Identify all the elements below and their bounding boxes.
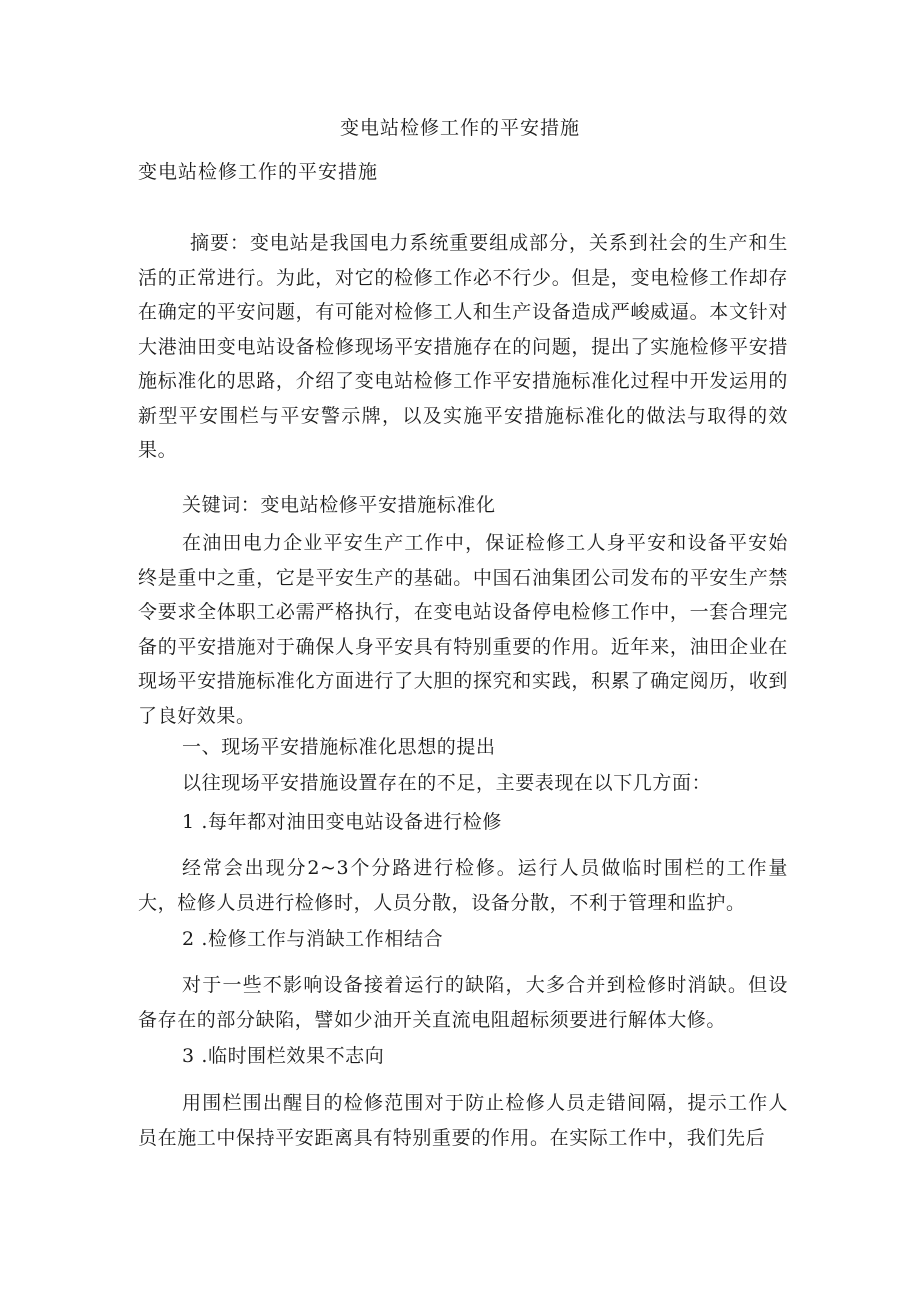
list-item-title-3: 3 .临时围栏效果不志向 (182, 1045, 385, 1067)
document-title: 变电站检修工作的平安措施 (339, 117, 580, 139)
list-item-title-2: 2 .检修工作与消缺工作相结合 (182, 928, 444, 950)
abstract-paragraph: 摘要：变电站是我国电力系统重要组成部分，关系到社会的生产和生活的正常进行。为此，对它的检修工作必不行少。但是，变电检修工作却存在确定的平安问题，有可能对检修工人和生产设备造成严峻威逼。本文针对大港油田变电站设备检修现场平安措施存在的问题，提出了实施检修平安措施标准化的思路，介绍了变电站检修工作平安措施标准化过程中开发运用的新型平安围栏与平安警示牌，以及实施平安措施标准化的做法与取得的效果。 (138, 232, 788, 461)
list-item-title-1: 1 .每年都对油田变电站设备进行检修 (182, 811, 502, 833)
document-subtitle: 变电站检修工作的平安措施 (138, 161, 379, 183)
keywords-line: 关键词：变电站检修平安措施标准化 (182, 494, 496, 516)
section-lead-text: 以往现场平安措施设置存在的不足，主要表现在以下几方面： (182, 772, 712, 794)
list-item-body-2: 对于一些不影响设备接着运行的缺陷，大多合并到检修时消缺。但设备存在的部分缺陷，譬如少油开关直流电阻超标须要进行解体大修。 (138, 974, 788, 1031)
intro-paragraph: 在油田电力企业平安生产工作中，保证检修工人身平安和设备平安始终是重中之重，它是平安生产的基础。中国石油集团公司发布的平安生产禁令要求全体职工必需严格执行，在变电站设备停电检修工作中，一套合理完备的平安措施对于确保人身平安具有特别重要的作用。近年来，油田企业在现场平安措施标准化方面进行了大胆的探究和实践，积累了确定阅历，收到了良好效果。 (138, 532, 788, 727)
list-item-body-3: 用围栏围出醒目的检修范围对于防止检修人员走错间隔，提示工作人员在施工中保持平安距离具有特别重要的作用。在实际工作中，我们先后 (138, 1092, 788, 1149)
list-item-body-1: 经常会出现分2~3个分路进行检修。运行人员做临时围栏的工作量大，检修人员进行检修时，人员分散，设备分散，不利于管理和监护。 (138, 857, 788, 914)
section-heading: 一、现场平安措施标准化思想的提出 (182, 736, 496, 758)
